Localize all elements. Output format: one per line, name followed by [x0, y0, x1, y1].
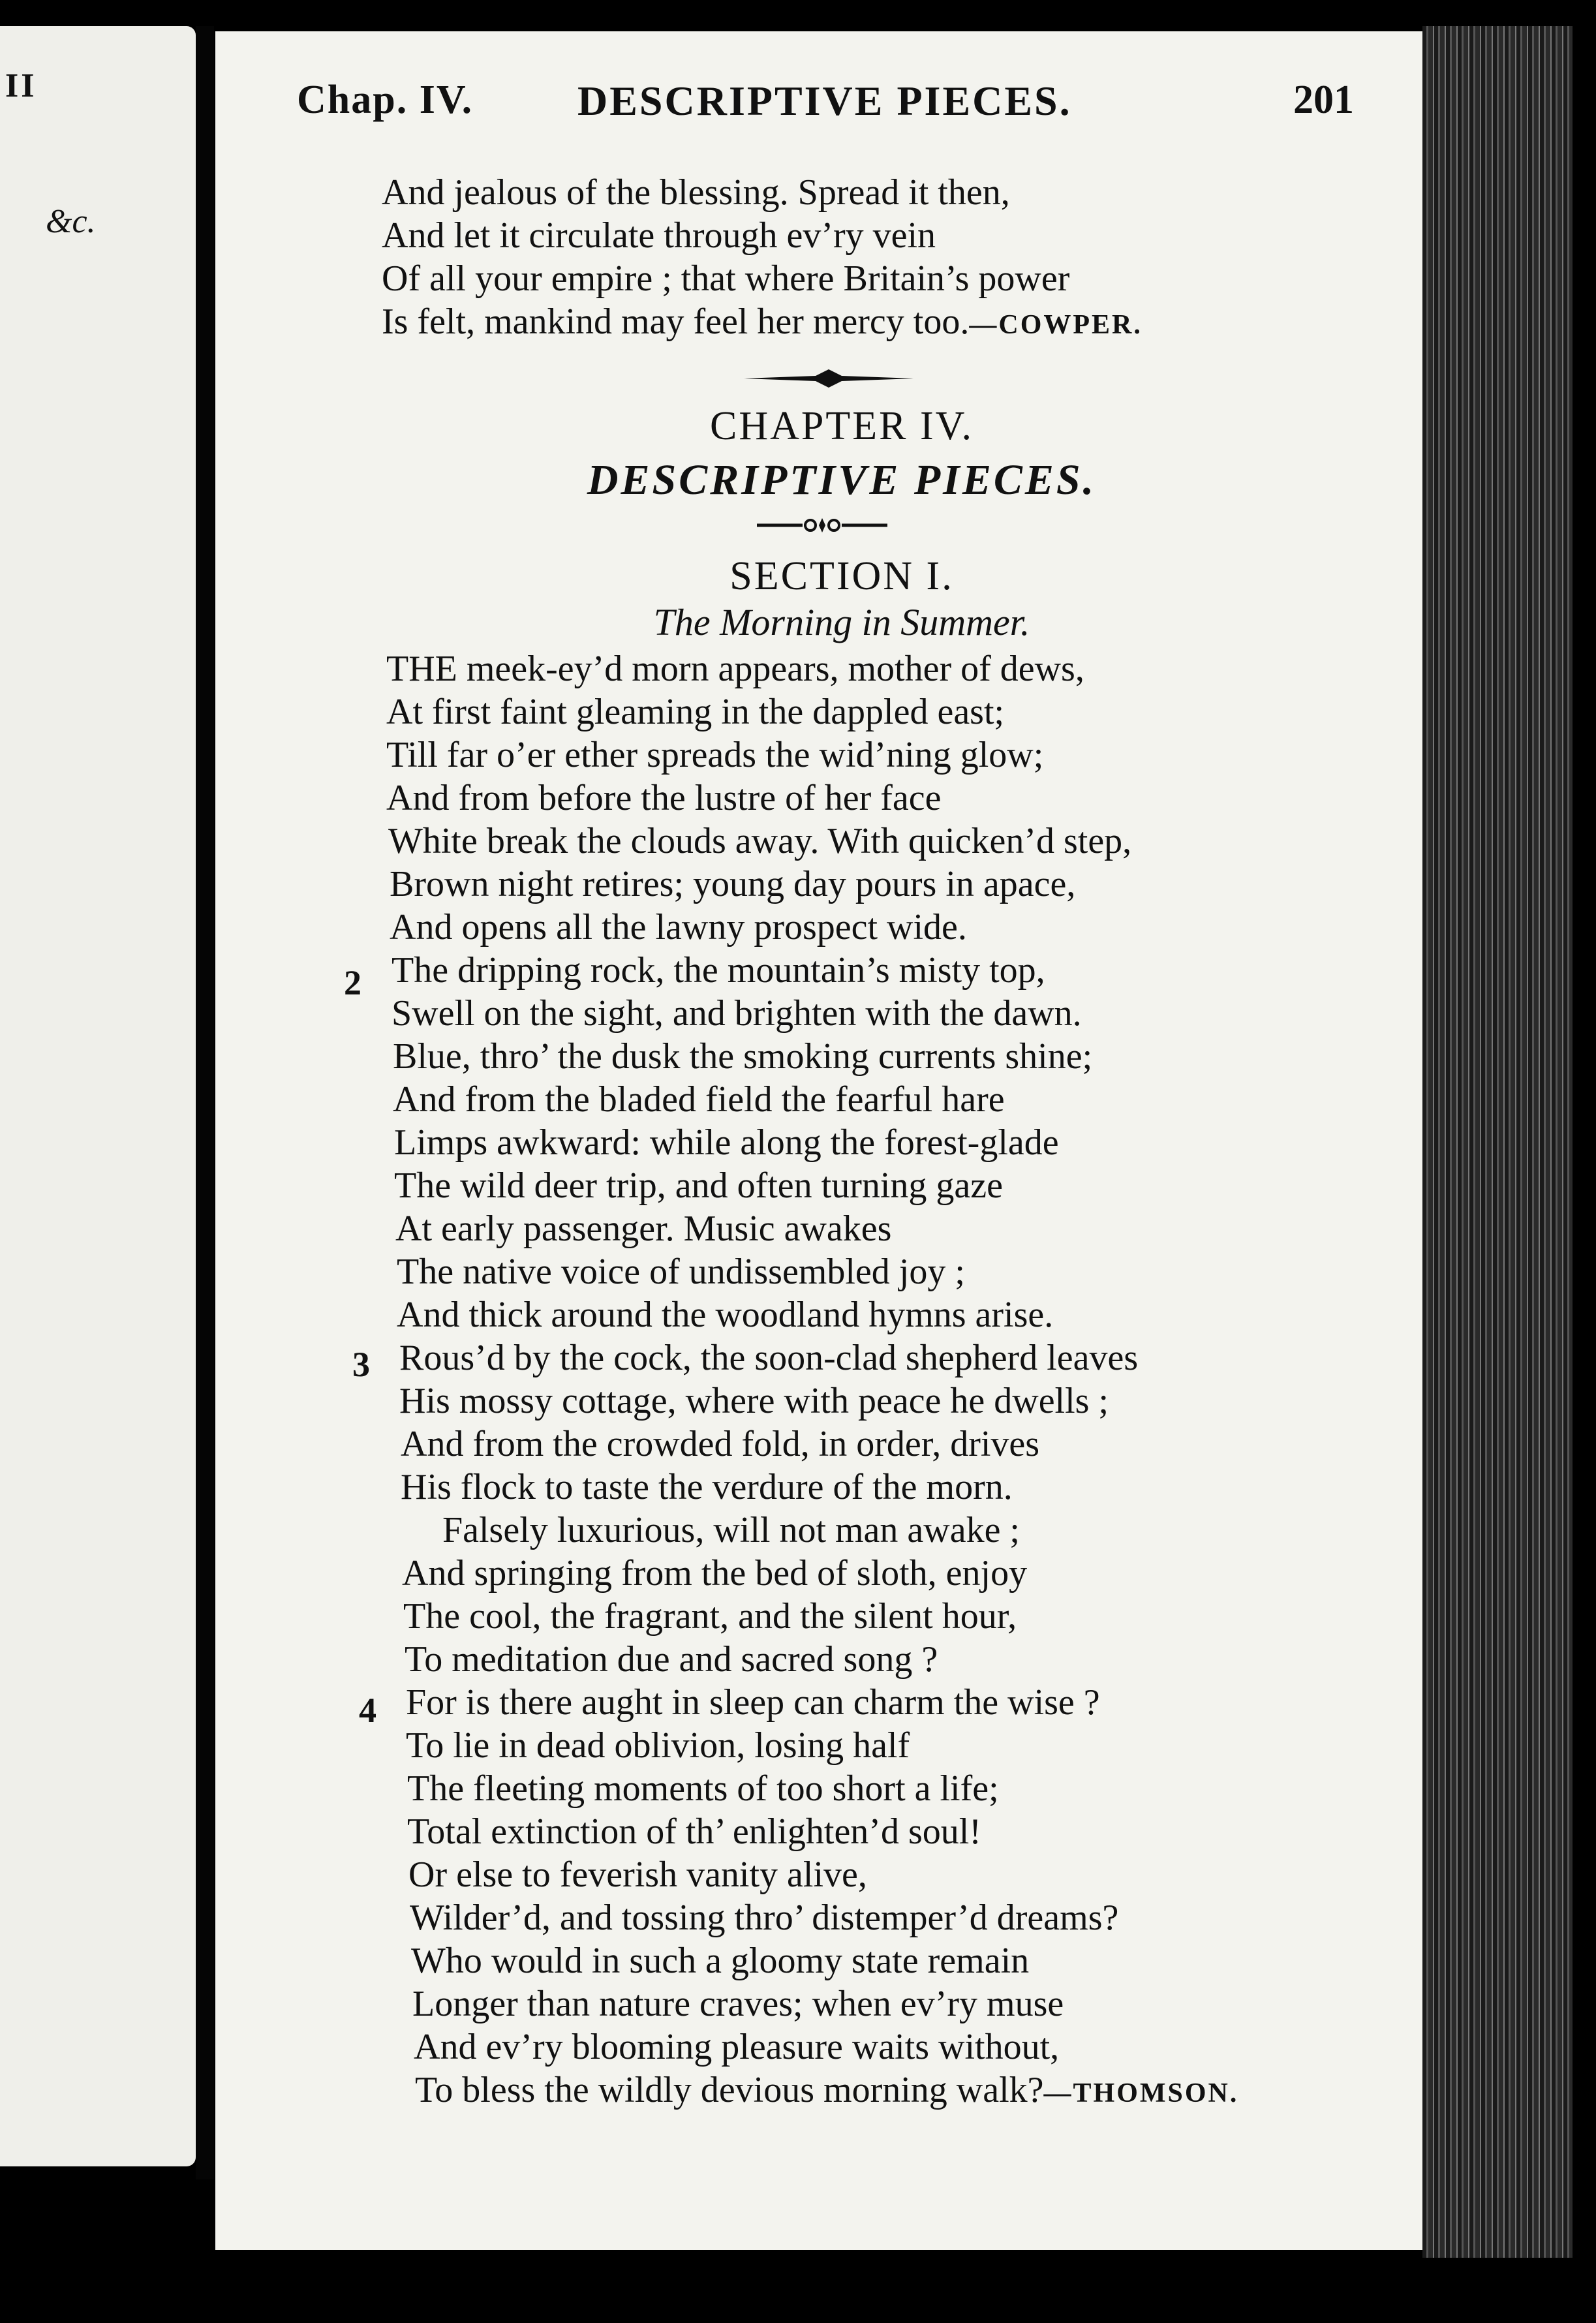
verse-line: Wilder’d, and tossing thro’ distemper’d dreams? [410, 1898, 1119, 1938]
verse-line: Who would in such a gloomy state remain [411, 1941, 1030, 1981]
verse-line: And from the bladed field the fearful hare [393, 1079, 1005, 1120]
verse-line: And let it circulate through ev’ry vein [382, 215, 936, 256]
verse-line: The native voice of undissembled joy ; [397, 1252, 965, 1292]
page-number: 201 [1293, 78, 1354, 122]
verse-line [415, 2069, 1238, 2115]
verse-line: White break the clouds away. With quicken’d step, [388, 821, 1132, 861]
verse-line: Total extinction of th’ enlighten’d soul! [407, 1811, 981, 1852]
verse-line: The cool, the fragrant, and the silent hour, [403, 1596, 1017, 1637]
verse-line: And from the crowded fold, in order, drives [401, 1424, 1040, 1464]
book-gutter [196, 26, 214, 2179]
section-title: The Morning in Summer. [653, 601, 1030, 643]
verse-line: Rous’d by the cock, the soon-clad shepherd leaves [399, 1338, 1139, 1378]
verse-line: Longer than nature craves; when ev’ry muse [412, 1984, 1064, 2024]
verse-line: And opens all the lawny prospect wide. [390, 907, 967, 947]
chapter-heading: CHAPTER IV. [710, 404, 974, 448]
verse-line: And jealous of the blessing. Spread it then, [382, 172, 1010, 213]
verse-text: To bless the wildly devious morning walk? [415, 2070, 1044, 2110]
verse-line: And ev’ry blooming pleasure waits without, [414, 2027, 1060, 2067]
ornamental-rule [744, 367, 913, 390]
verse-line: Till far o’er ether spreads the wid’ning glow; [386, 735, 1044, 775]
verse-line: At early passenger. Music awakes [395, 1208, 892, 1249]
verse-line: THE meek-ey’d morn appears, mother of dews, [386, 649, 1084, 689]
verse-text: Is felt, mankind may feel her mercy too. [382, 301, 970, 342]
verse-line: Blue, thro’ the dusk the smoking currents shine; [393, 1036, 1093, 1077]
verse-line [382, 300, 1143, 346]
verse-line: Falsely luxurious, will not man awake ; [442, 1510, 1020, 1550]
verse-line: At first faint gleaming in the dappled east; [386, 692, 1005, 732]
section-heading: SECTION I. [729, 554, 954, 598]
verse-line: Of all your empire ; that where Britain’s power [382, 258, 1070, 299]
verse-line: The dripping rock, the mountain’s misty top, [391, 950, 1045, 991]
facing-page-running-head: II [5, 67, 37, 104]
verse-line: Or else to feverish vanity alive, [408, 1854, 867, 1895]
attribution-thomson: —THOMSON. [1043, 2078, 1239, 2108]
page-edges [1422, 26, 1573, 2258]
stanza-number: 2 [344, 963, 361, 1002]
small-ornament [757, 515, 887, 535]
verse-line: To lie in dead oblivion, losing half [406, 1725, 910, 1766]
chapter-subtitle: DESCRIPTIVE PIECES. [587, 456, 1097, 504]
stanza-number: 4 [359, 1691, 376, 1730]
verse-line: For is there aught in sleep can charm the wise ? [406, 1682, 1100, 1723]
verse-line: The wild deer trip, and often turning gaze [394, 1165, 1003, 1206]
facing-page-margin-note: &c. [46, 203, 96, 240]
verse-line: His mossy cottage, where with peace he dwells ; [399, 1381, 1109, 1421]
header-chapter-label: Chap. IV. [297, 78, 474, 122]
facing-page [0, 26, 196, 2166]
attribution-cowper: —COWPER. [969, 310, 1143, 340]
stanza-number: 3 [352, 1345, 370, 1384]
header-title: DESCRIPTIVE PIECES. [577, 78, 1072, 124]
verse-line: Brown night retires; young day pours in apace, [390, 864, 1076, 904]
verse-line: And from before the lustre of her face [386, 778, 942, 818]
verse-line: Swell on the sight, and brighten with the dawn. [391, 993, 1082, 1034]
verse-line: The fleeting moments of too short a life; [407, 1768, 999, 1809]
running-header [297, 77, 1354, 136]
verse-line: To meditation due and sacred song ? [405, 1639, 938, 1680]
verse-line: And thick around the woodland hymns arise. [397, 1295, 1054, 1335]
verse-line: His flock to taste the verdure of the morn. [401, 1467, 1013, 1507]
verse-line: And springing from the bed of sloth, enjoy [402, 1553, 1028, 1593]
verse-line: Limps awkward: while along the forest-glade [394, 1122, 1059, 1163]
